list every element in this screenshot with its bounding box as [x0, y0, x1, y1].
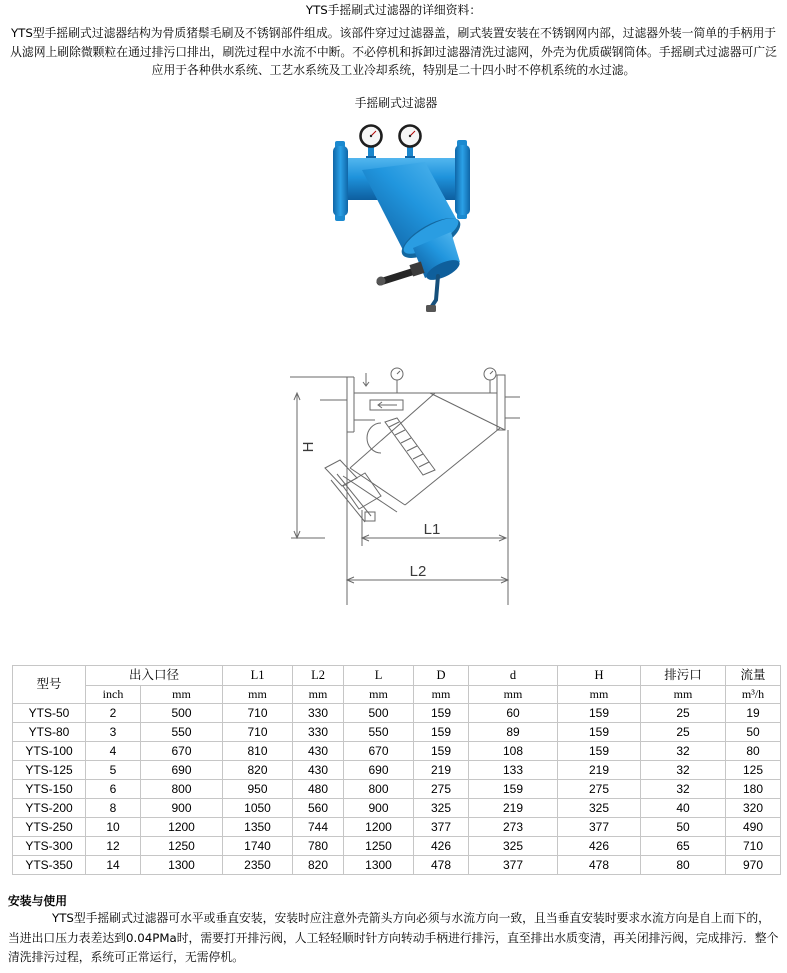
value-cell-bore-mm: 690: [141, 761, 223, 780]
table-header-row: [13, 666, 781, 686]
value-cell-small-d: 108: [469, 742, 558, 761]
model-cell: YTS-350: [13, 856, 86, 875]
dimension-label-h: H: [299, 441, 317, 453]
value-cell-drain: 40: [641, 799, 726, 818]
install-line: 当进出口压力表差达到0.04PMa时，需要打开排污阀，人工轻轻顺时针方向转动手柄进行排污，直至排出水质变清，再关闭排污阀，完成排污．整个: [8, 930, 779, 945]
dimension-label-l2: L2: [409, 563, 427, 580]
value-cell-drain: 32: [641, 780, 726, 799]
unit-cell: mm: [141, 686, 223, 704]
value-cell-h: 159: [558, 742, 641, 761]
value-cell-l1: 1350: [223, 818, 293, 837]
value-cell-l1: 710: [223, 723, 293, 742]
install-heading: 安装与使用: [8, 894, 67, 908]
unit-cell: mm: [641, 686, 726, 704]
value-cell-big-d: 426: [414, 837, 469, 856]
unit-cell: mm: [293, 686, 344, 704]
value-cell-l2: 480: [293, 780, 344, 799]
unit-cell: mm: [558, 686, 641, 704]
value-cell-bore-inch: 6: [86, 780, 141, 799]
value-cell-h: 426: [558, 837, 641, 856]
value-cell-flow: 80: [726, 742, 781, 761]
value-cell-l2: 744: [293, 818, 344, 837]
table-row: [13, 818, 781, 837]
value-cell-small-d: 325: [469, 837, 558, 856]
value-cell-l: 1200: [344, 818, 414, 837]
value-cell-h: 275: [558, 780, 641, 799]
value-cell-drain: 32: [641, 761, 726, 780]
value-cell-bore-inch: 12: [86, 837, 141, 856]
value-cell-flow: 180: [726, 780, 781, 799]
value-cell-flow: 125: [726, 761, 781, 780]
value-cell-bore-mm: 1200: [141, 818, 223, 837]
unit-cell: mm: [414, 686, 469, 704]
value-cell-l: 550: [344, 723, 414, 742]
table-row: [13, 742, 781, 761]
model-cell: YTS-200: [13, 799, 86, 818]
value-cell-small-d: 273: [469, 818, 558, 837]
value-cell-h: 325: [558, 799, 641, 818]
model-cell: YTS-50: [13, 704, 86, 723]
value-cell-l: 800: [344, 780, 414, 799]
value-cell-small-d: 89: [469, 723, 558, 742]
unit-cell: mm: [223, 686, 293, 704]
value-cell-flow: 19: [726, 704, 781, 723]
model-cell: YTS-125: [13, 761, 86, 780]
value-cell-l2: 820: [293, 856, 344, 875]
model-cell: YTS-300: [13, 837, 86, 856]
install-line: 清洗排污过程，系统可正常运行，无需停机。: [8, 950, 244, 964]
filter-dimension-drawing: [285, 360, 525, 610]
column-header-big-d: D: [414, 666, 469, 686]
column-header-small-d: d: [469, 666, 558, 686]
value-cell-l1: 2350: [223, 856, 293, 875]
value-cell-big-d: 219: [414, 761, 469, 780]
intro-line: 从滤网上刷除微颗粒在通过排污口排出，刷洗过程中水流不中断。不必停机和拆卸过滤器清洗过滤网，外壳为优质碳钢筒体。手摇刷式过滤器可广泛: [10, 44, 777, 59]
value-cell-big-d: 275: [414, 780, 469, 799]
install-line: YTS型手摇刷式过滤器可水平或垂直安装，安装时应注意外壳箭头方向必须与水流方向一致，且当垂直安装时要求水流方向是自上而下的，: [52, 911, 770, 925]
value-cell-small-d: 60: [469, 704, 558, 723]
value-cell-h: 478: [558, 856, 641, 875]
value-cell-h: 159: [558, 723, 641, 742]
value-cell-small-d: 159: [469, 780, 558, 799]
table-row: [13, 723, 781, 742]
value-cell-small-d: 377: [469, 856, 558, 875]
value-cell-drain: 25: [641, 704, 726, 723]
value-cell-drain: 80: [641, 856, 726, 875]
value-cell-drain: 50: [641, 818, 726, 837]
value-cell-bore-inch: 14: [86, 856, 141, 875]
value-cell-l1: 1050: [223, 799, 293, 818]
value-cell-bore-mm: 1300: [141, 856, 223, 875]
table-row: [13, 704, 781, 723]
value-cell-bore-mm: 670: [141, 742, 223, 761]
value-cell-l1: 820: [223, 761, 293, 780]
value-cell-h: 219: [558, 761, 641, 780]
value-cell-bore-mm: 1250: [141, 837, 223, 856]
value-cell-l2: 560: [293, 799, 344, 818]
value-cell-big-d: 325: [414, 799, 469, 818]
value-cell-drain: 65: [641, 837, 726, 856]
spec-table-body: [13, 704, 781, 875]
intro-paragraph: [0, 24, 787, 80]
value-cell-l2: 780: [293, 837, 344, 856]
value-cell-l2: 430: [293, 761, 344, 780]
unit-cell: mm: [344, 686, 414, 704]
model-cell: YTS-80: [13, 723, 86, 742]
value-cell-l1: 710: [223, 704, 293, 723]
dimension-label-l1: L1: [423, 521, 441, 538]
value-cell-l1: 950: [223, 780, 293, 799]
product-caption: 手摇刷式过滤器: [354, 96, 438, 110]
value-cell-l2: 430: [293, 742, 344, 761]
column-header-drain: 排污口: [641, 666, 726, 686]
model-cell: YTS-100: [13, 742, 86, 761]
page-title: YTS手摇刷式过滤器的详细资料：: [305, 3, 482, 17]
value-cell-l: 900: [344, 799, 414, 818]
value-cell-bore-inch: 8: [86, 799, 141, 818]
value-cell-drain: 25: [641, 723, 726, 742]
value-cell-bore-inch: 10: [86, 818, 141, 837]
value-cell-big-d: 159: [414, 723, 469, 742]
value-cell-bore-inch: 3: [86, 723, 141, 742]
value-cell-l: 500: [344, 704, 414, 723]
spec-table: [12, 665, 781, 875]
value-cell-h: 377: [558, 818, 641, 837]
value-cell-bore-mm: 500: [141, 704, 223, 723]
model-cell: YTS-150: [13, 780, 86, 799]
install-paragraph: [8, 909, 783, 968]
value-cell-bore-inch: 4: [86, 742, 141, 761]
table-row: [13, 799, 781, 818]
value-cell-bore-inch: 5: [86, 761, 141, 780]
column-header-l1: L1: [223, 666, 293, 686]
value-cell-flow: 710: [726, 837, 781, 856]
value-cell-flow: 490: [726, 818, 781, 837]
value-cell-l: 1250: [344, 837, 414, 856]
value-cell-h: 159: [558, 704, 641, 723]
table-row: [13, 856, 781, 875]
value-cell-bore-mm: 550: [141, 723, 223, 742]
value-cell-flow: 320: [726, 799, 781, 818]
value-cell-l: 690: [344, 761, 414, 780]
intro-line: YTS型手摇刷式过滤器结构为骨质猪鬃毛刷及不锈钢部件组成。该部件穿过过滤器盖，刷式装置安装在不锈钢网内部，过滤器外装一简单的手柄用于: [10, 26, 777, 40]
column-header-h: H: [558, 666, 641, 686]
table-unit-row: [13, 686, 781, 704]
value-cell-big-d: 377: [414, 818, 469, 837]
table-row: [13, 837, 781, 856]
value-cell-big-d: 159: [414, 742, 469, 761]
hand-brush-filter-photo: [325, 120, 475, 320]
value-cell-small-d: 219: [469, 799, 558, 818]
column-header-l2: L2: [293, 666, 344, 686]
column-header-l: L: [344, 666, 414, 686]
value-cell-big-d: 159: [414, 704, 469, 723]
value-cell-l1: 810: [223, 742, 293, 761]
unit-cell: mm: [469, 686, 558, 704]
value-cell-l2: 330: [293, 723, 344, 742]
value-cell-bore-inch: 2: [86, 704, 141, 723]
table-row: [13, 761, 781, 780]
value-cell-l1: 1740: [223, 837, 293, 856]
value-cell-flow: 970: [726, 856, 781, 875]
value-cell-l2: 330: [293, 704, 344, 723]
value-cell-drain: 32: [641, 742, 726, 761]
table-row: [13, 780, 781, 799]
unit-cell: inch: [86, 686, 141, 704]
value-cell-flow: 50: [726, 723, 781, 742]
value-cell-bore-mm: 800: [141, 780, 223, 799]
value-cell-l: 670: [344, 742, 414, 761]
intro-line: 应用于各种供水系统、工艺水系统及工业冷却系统，特别是二十四小时不停机系统的水过滤。: [151, 63, 636, 77]
column-header-flow: 流量: [726, 666, 781, 686]
column-header-bore: 出入口径: [86, 666, 223, 686]
value-cell-big-d: 478: [414, 856, 469, 875]
column-header-model: 型号: [13, 666, 86, 704]
unit-cell: m³/h: [726, 686, 781, 704]
model-cell: YTS-250: [13, 818, 86, 837]
value-cell-l: 1300: [344, 856, 414, 875]
value-cell-bore-mm: 900: [141, 799, 223, 818]
value-cell-small-d: 133: [469, 761, 558, 780]
